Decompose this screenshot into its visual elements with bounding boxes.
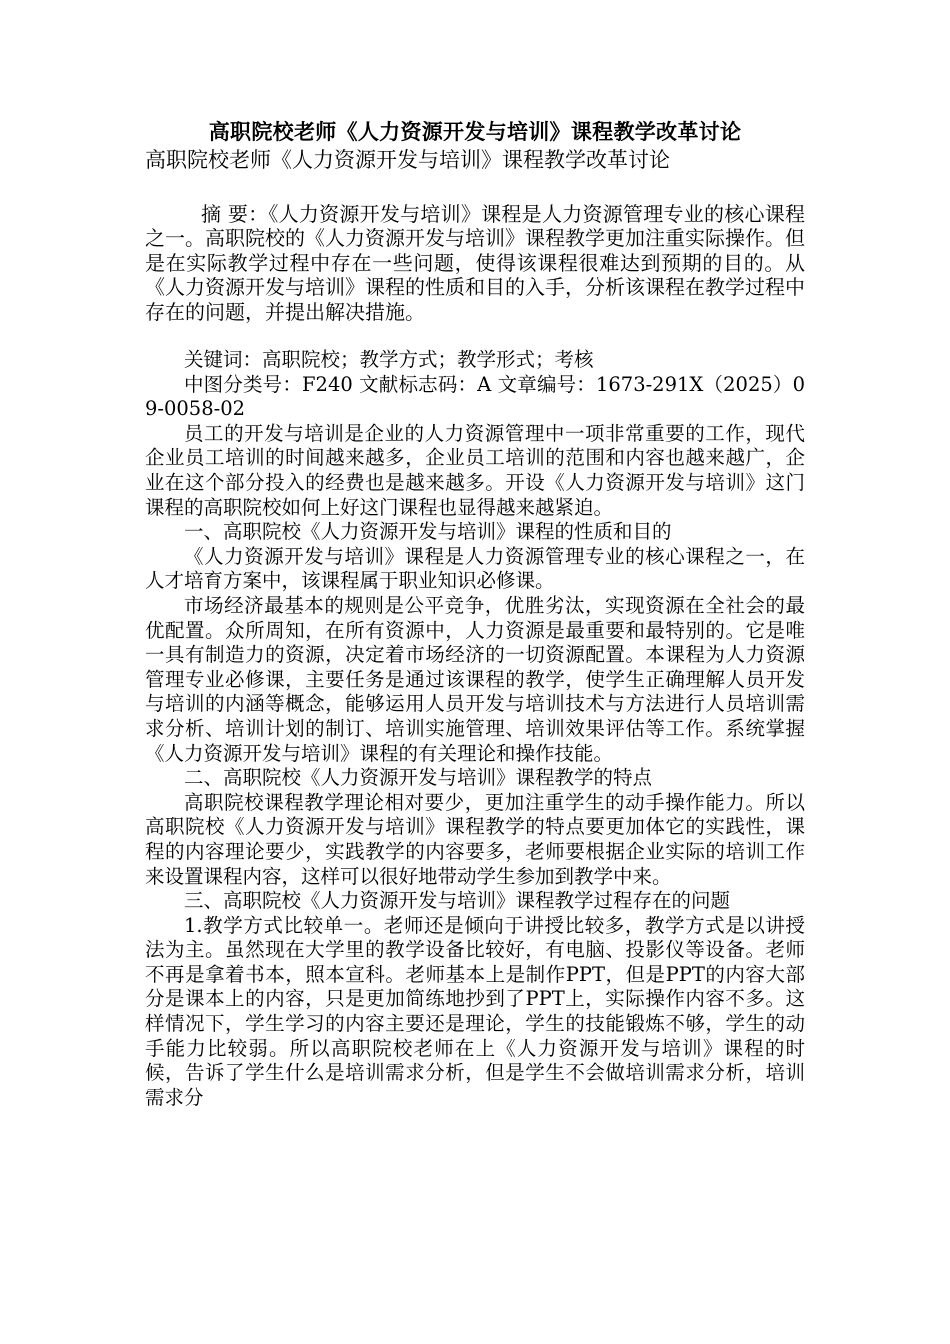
section-heading-3: 三、高职院校《人力资源开发与培训》课程教学过程存在的问题 (184, 889, 731, 913)
section-heading-2: 二、高职院校《人力资源开发与培训》课程教学的特点 (184, 766, 653, 790)
body-paragraph: 市场经济最基本的规则是公平竞争，优胜劣汰，实现资源在全社会的最优配置。众所周知，在所有资源中，人力资源是最重要和最特别的。它是唯一具有制造力的资源，决定着市场经济的一切资源配置。本课程为人力资源管理专业必修课，主要任务是通过该课程的教学，使学生正确理解人员开发与培训的内涵等概念，能够运用人员开发与培训技术与方法进行人员培训需求分析、培训计划的制订、培训实施管理、培训效果评估等工作。系统掌握《人力资源开发与培训》课程的有关理论和操作技能。 (145, 593, 805, 765)
body-paragraph: 高职院校课程教学理论相对要少，更加注重学生的动手操作能力。所以高职院校《人力资源开发与培训》课程教学的特点要更加体它的实践性，课程的内容理论要少，实践教学的内容要多，老师要根据企业实际的培训工作来设置课程内容，这样可以很好地带动学生参加到教学中来。 (145, 790, 805, 888)
keywords: 关键词：高职院校；教学方式；教学形式；考核 (184, 348, 594, 372)
blank-line (145, 324, 805, 348)
blank-line (145, 174, 805, 202)
abstract: 摘 要：《人力资源开发与培训》课程是人力资源管理专业的核心课程之一。高职院校的《人力资源开发与培训》课程教学更加注重实际操作。但是在实际教学过程中存在一些问题，使得该课程很难达到预期的目的。从《人力资源开发与培训》课程的性质和目的入手，分析该课程在教学过程中存在的问题，并提出解决措施。 (145, 202, 805, 324)
body-paragraph: 《人力资源开发与培训》课程是人力资源管理专业的核心课程之一，在人才培育方案中，该课程属于职业知识必修课。 (145, 544, 805, 593)
body-paragraph: 员工的开发与培训是企业的人力资源管理中一项非常重要的工作，现代企业员工培训的时间越来越多，企业员工培训的范围和内容也越来越广，企业在这个部分投入的经费也是越来越多。开设《人力资源开发与培训》这门课程的高职院校如何上好这门课程也显得越来越紧迫。 (145, 421, 805, 519)
document-page (145, 118, 805, 1110)
section-heading-1: 一、高职院校《人力资源开发与培训》课程的性质和目的 (184, 520, 672, 544)
classification-info: 中图分类号：F240 文献标志码：A 文章编号：1673-291X（2025）09-0058-02 (145, 372, 806, 421)
document-subtitle: 高职院校老师《人力资源开发与培训》课程教学改革讨论 (145, 148, 670, 172)
body-paragraph: 1.教学方式比较单一。老师还是倾向于讲授比较多，教学方式是以讲授法为主。虽然现在大学里的教学设备比较好，有电脑、投影仪等设备。老师不再是拿着书本，照本宣科。老师基本上是制作PPT，但是PPT的内容大部分是课本上的内容，只是更加简练地抄到了PPT上，实际操作内容不多。这样情况下，学生学习的内容主要还是理论，学生的技能锻炼不够，学生的动手能力比较弱。所以高职院校老师在上《人力资源开发与培训》课程的时候，告诉了学生什么是培训需求分析，但是学生不会做培训需求分析，培训需求分 (145, 913, 805, 1109)
document-title: 高职院校老师《人力资源开发与培训》课程教学改革讨论 (208, 119, 742, 144)
